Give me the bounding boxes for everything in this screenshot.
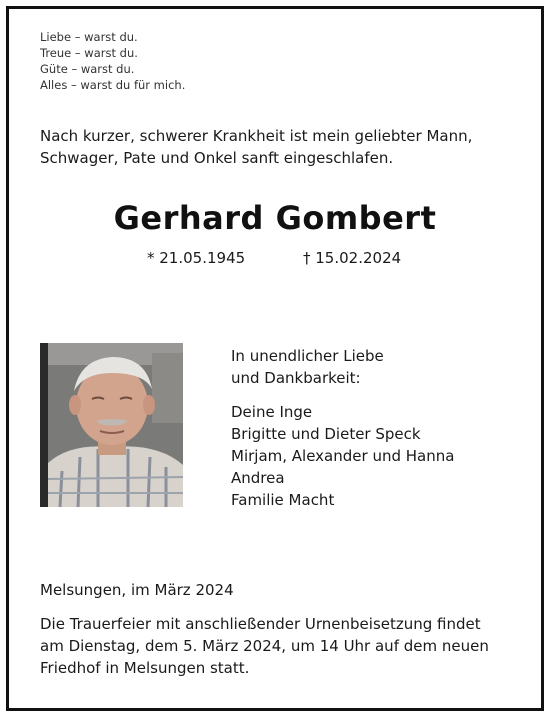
poem-line: Liebe – warst du. <box>40 30 138 44</box>
poem <box>40 29 185 93</box>
mourner-name: Mirjam, Alexander und Hanna <box>231 447 455 465</box>
mourner-name: Deine Inge <box>231 403 313 421</box>
dedication-line: und Dankbarkeit: <box>231 369 361 387</box>
death-date: † 15.02.2024 <box>303 249 402 267</box>
spacer <box>231 389 531 401</box>
intro-line: Nach kurzer, schwerer Krankheit ist mein geliebter Mann, <box>40 127 473 145</box>
intro-text <box>40 125 520 169</box>
mourner-name: Familie Macht <box>231 491 335 509</box>
service-line: Die Trauerfeier mit anschließender Urnenbeisetzung findet <box>40 615 481 633</box>
obituary-frame <box>6 6 544 711</box>
poem-line: Alles – warst du für mich. <box>40 78 186 92</box>
mourner-name: Andrea <box>231 469 285 487</box>
service-line: Friedhof in Melsungen statt. <box>40 659 250 677</box>
poem-line: Treue – warst du. <box>40 46 138 60</box>
mourners-block <box>231 345 531 511</box>
intro-line: Schwager, Pate und Onkel sanft eingeschlafen. <box>40 149 394 167</box>
birth-date: * 21.05.1945 <box>147 249 246 267</box>
deceased-name: Gerhard Gombert <box>113 199 437 237</box>
service-info <box>40 613 520 679</box>
service-line: am Dienstag, dem 5. März 2024, um 14 Uhr auf dem neuen <box>40 637 489 655</box>
dedication-line: In unendlicher Liebe <box>231 347 384 365</box>
mourner-name: Brigitte und Dieter Speck <box>231 425 421 443</box>
portrait-photo <box>40 343 183 507</box>
poem-line: Güte – warst du. <box>40 62 135 76</box>
place-date: Melsungen, im März 2024 <box>40 581 234 599</box>
portrait-illustration <box>40 343 183 507</box>
